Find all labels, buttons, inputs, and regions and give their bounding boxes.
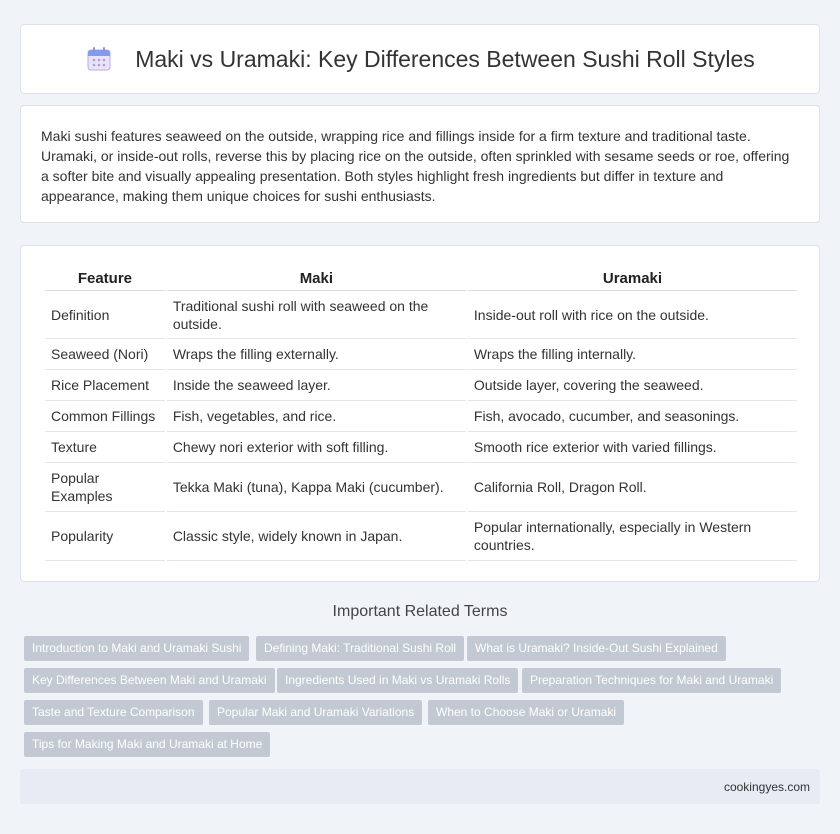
related-term-tag[interactable]: Ingredients Used in Maki vs Uramaki Rolls — [277, 668, 518, 693]
related-term-tag[interactable]: Introduction to Maki and Uramaki Sushi — [24, 636, 249, 661]
maki-cell: Inside the seaweed layer. — [167, 370, 466, 401]
intro-card — [20, 105, 820, 223]
header-maki: Maki — [167, 266, 466, 291]
maki-cell: Classic style, widely known in Japan. — [167, 512, 466, 561]
uramaki-cell: Smooth rice exterior with varied fillings. — [468, 432, 797, 463]
related-term-tag[interactable]: Defining Maki: Traditional Sushi Roll — [256, 636, 464, 661]
table-row — [45, 339, 797, 370]
uramaki-cell: Outside layer, covering the seaweed. — [468, 370, 797, 401]
comparison-card — [20, 245, 820, 582]
header-feature: Feature — [45, 266, 165, 291]
feature-cell: Popular Examples — [45, 463, 165, 512]
maki-cell: Chewy nori exterior with soft filling. — [167, 432, 466, 463]
page-title: Maki vs Uramaki: Key Differences Between Sushi Roll Styles — [135, 45, 755, 72]
uramaki-cell: Fish, avocado, cucumber, and seasonings. — [468, 401, 797, 432]
footer-site-link[interactable]: cookingyes.com — [723, 780, 810, 794]
uramaki-cell: California Roll, Dragon Roll. — [468, 463, 797, 512]
feature-cell: Seaweed (Nori) — [45, 339, 165, 370]
feature-cell: Definition — [45, 291, 165, 339]
related-term-tag[interactable]: When to Choose Maki or Uramaki — [428, 700, 624, 725]
table-row — [45, 370, 797, 401]
related-term-tag[interactable]: Tips for Making Maki and Uramaki at Home — [24, 732, 270, 757]
related-term-tag[interactable]: Popular Maki and Uramaki Variations — [209, 700, 422, 725]
related-terms-title: Important Related Terms — [332, 603, 508, 620]
related-term-tag[interactable]: What is Uramaki? Inside-Out Sushi Explained — [467, 636, 726, 661]
feature-cell: Common Fillings — [45, 401, 165, 432]
feature-cell: Popularity — [45, 512, 165, 561]
related-term-tag[interactable]: Taste and Texture Comparison — [24, 700, 203, 725]
intro-text: Maki sushi features seaweed on the outside, wrapping rice and fillings inside for a firm texture and traditional taste. Uramaki, or inside-out rolls, reverse this by placing rice on the outside, often sprinkled with sesame seeds or roe, offering a softer bite and visually appealing presentation. Both styles highlight fresh ingredients but differ in texture and appearance, making them unique choices for sushi enthusiasts. — [41, 128, 790, 204]
comparison-table — [43, 266, 799, 561]
table-header-row — [45, 266, 797, 291]
maki-cell: Tekka Maki (tuna), Kappa Maki (cucumber). — [167, 463, 466, 512]
table-row — [45, 463, 797, 512]
table-row — [45, 432, 797, 463]
uramaki-cell: Wraps the filling internally. — [468, 339, 797, 370]
maki-cell: Fish, vegetables, and rice. — [167, 401, 466, 432]
table-row — [45, 291, 797, 339]
header-uramaki: Uramaki — [468, 266, 797, 291]
header-card — [20, 24, 820, 94]
feature-cell: Texture — [45, 432, 165, 463]
feature-cell: Rice Placement — [45, 370, 165, 401]
footer — [20, 769, 820, 804]
related-term-tag[interactable]: Key Differences Between Maki and Uramaki — [24, 668, 275, 693]
calendar-icon — [85, 45, 113, 73]
related-term-tag[interactable]: Preparation Techniques for Maki and Uramaki — [522, 668, 781, 693]
maki-cell: Wraps the filling externally. — [167, 339, 466, 370]
uramaki-cell: Inside-out roll with rice on the outside. — [468, 291, 797, 339]
table-row — [45, 512, 797, 561]
maki-cell: Traditional sushi roll with seaweed on the outside. — [167, 291, 466, 339]
uramaki-cell: Popular internationally, especially in Western countries. — [468, 512, 797, 561]
table-row — [45, 401, 797, 432]
